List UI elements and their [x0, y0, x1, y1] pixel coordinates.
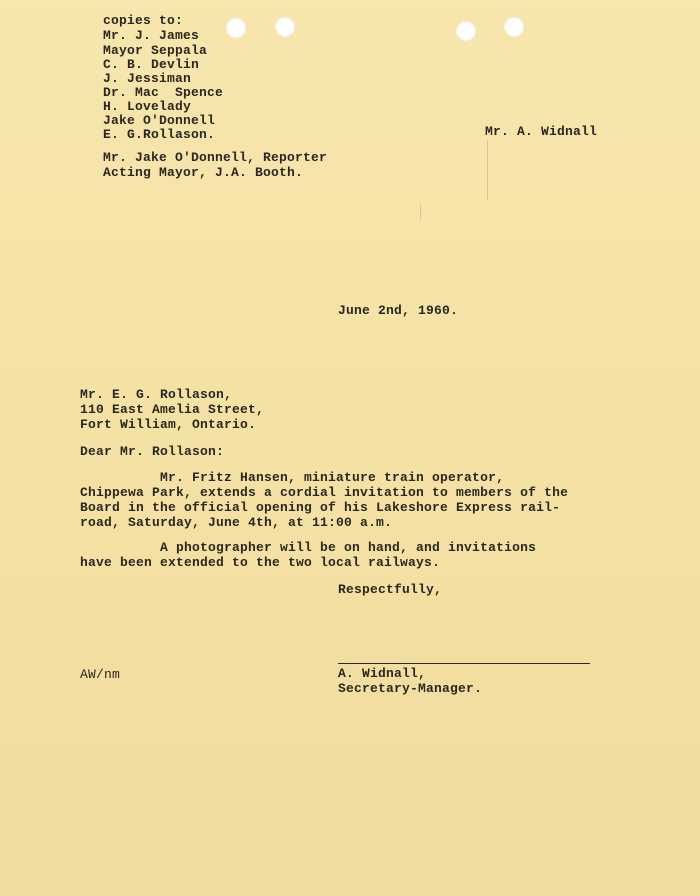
typist-initials: AW/nm: [80, 667, 121, 682]
address-line: Mr. E. G. Rollason,: [80, 387, 233, 402]
punch-hole: [504, 17, 524, 37]
punch-hole: [275, 17, 295, 37]
address-line: 110 East Amelia Street,: [80, 402, 265, 417]
punch-hole: [226, 18, 246, 38]
address-line: Fort William, Ontario.: [80, 417, 257, 432]
copies-name: H. Lovelady: [103, 99, 192, 114]
fold-mark: [487, 140, 488, 200]
letter-date: June 2nd, 1960.: [338, 303, 459, 318]
copies-extra: Mr. Jake O'Donnell, Reporter: [103, 150, 328, 165]
copies-name: Mayor Seppala: [103, 43, 208, 58]
copies-name: Jake O'Donnell: [103, 113, 216, 128]
salutation: Dear Mr. Rollason:: [80, 444, 225, 459]
copies-name: C. B. Devlin: [103, 57, 200, 72]
copies-name: J. Jessiman: [103, 71, 192, 86]
copies-name: E. G.Rollason.: [103, 127, 216, 142]
copies-name: Mr. J. James: [103, 28, 200, 43]
fold-mark: [420, 205, 421, 219]
signature-name: A. Widnall,: [338, 666, 427, 681]
copies-heading: copies to:: [103, 13, 184, 28]
closing: Respectfully,: [338, 582, 443, 597]
body-line: A photographer will be on hand, and invitations: [80, 540, 537, 555]
copies-extra: Acting Mayor, J.A. Booth.: [103, 165, 304, 180]
signature-title: Secretary-Manager.: [338, 681, 483, 696]
copies-name: Dr. Mac Spence: [103, 85, 224, 100]
body-line: Chippewa Park, extends a cordial invitation to members of the: [80, 485, 569, 500]
signature-line: [338, 663, 590, 664]
cc-right: Mr. A. Widnall: [485, 124, 598, 139]
punch-hole: [456, 21, 476, 41]
body-line: Mr. Fritz Hansen, miniature train operator,: [80, 470, 505, 485]
body-line: road, Saturday, June 4th, at 11:00 a.m.: [80, 515, 393, 530]
body-line: have been extended to the two local railways.: [80, 555, 441, 570]
body-line: Board in the official opening of his Lakeshore Express rail-: [80, 500, 561, 515]
